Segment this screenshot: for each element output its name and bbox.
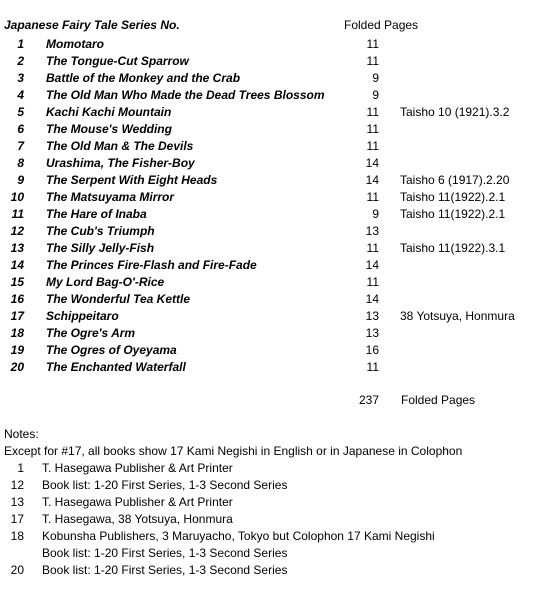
book-pages: 16 bbox=[365, 343, 379, 357]
book-row bbox=[0, 325, 534, 342]
book-date: Taisho 10 (1921).3.2 bbox=[400, 105, 510, 119]
book-number: 10 bbox=[10, 190, 24, 204]
book-number: 17 bbox=[10, 309, 24, 323]
book-row bbox=[0, 274, 534, 291]
book-pages: 14 bbox=[365, 173, 379, 187]
book-pages: 11 bbox=[366, 360, 379, 374]
book-row bbox=[0, 240, 534, 257]
book-number: 12 bbox=[10, 224, 24, 238]
folded-pages-header: Folded Pages bbox=[344, 18, 419, 32]
book-row bbox=[0, 70, 534, 87]
book-title: My Lord Bag-O'-Rice bbox=[46, 275, 165, 289]
book-date: Taisho 11(1922).3.1 bbox=[400, 241, 506, 255]
note-text: T. Hasegawa Publisher & Art Printer bbox=[42, 495, 233, 509]
book-pages: 11 bbox=[366, 122, 379, 136]
note-number: 18 bbox=[10, 529, 24, 543]
book-number: 9 bbox=[17, 173, 24, 187]
book-date: Taisho 6 (1917).2.20 bbox=[400, 173, 510, 187]
book-pages: 13 bbox=[365, 309, 379, 323]
book-pages: 11 bbox=[366, 275, 379, 289]
note-row bbox=[0, 511, 534, 528]
book-title: The Mouse's Wedding bbox=[46, 122, 172, 136]
book-number: 2 bbox=[17, 54, 24, 68]
book-row bbox=[0, 138, 534, 155]
book-number: 6 bbox=[17, 122, 24, 136]
book-row bbox=[0, 206, 534, 223]
book-number: 5 bbox=[17, 105, 24, 119]
note-row bbox=[0, 460, 534, 477]
notes-heading: Notes: bbox=[4, 427, 39, 441]
note-row bbox=[0, 494, 534, 511]
book-title: The Cub's Triumph bbox=[46, 224, 155, 238]
book-row bbox=[0, 172, 534, 189]
book-title: Schippeitaro bbox=[46, 309, 119, 323]
book-table bbox=[0, 36, 534, 376]
series-title-header: Japanese Fairy Tale Series No. bbox=[4, 18, 180, 32]
book-title: The Old Man & The Devils bbox=[46, 139, 194, 153]
book-pages: 9 bbox=[372, 71, 379, 85]
note-row bbox=[0, 545, 534, 562]
note-row bbox=[0, 477, 534, 494]
book-title: Urashima, The Fisher-Boy bbox=[46, 156, 195, 170]
note-row bbox=[0, 528, 534, 545]
book-pages: 13 bbox=[365, 326, 379, 340]
book-number: 4 bbox=[17, 88, 24, 102]
book-row bbox=[0, 87, 534, 104]
book-pages: 11 bbox=[366, 241, 379, 255]
book-number: 1 bbox=[17, 37, 24, 51]
note-number: 1 bbox=[17, 461, 24, 475]
book-row bbox=[0, 308, 534, 325]
book-date: Taisho 11(1922).2.1 bbox=[400, 190, 506, 204]
note-text: Book list: 1-20 First Series, 1-3 Second Series bbox=[42, 563, 288, 577]
book-number: 15 bbox=[10, 275, 24, 289]
book-pages: 14 bbox=[365, 292, 379, 306]
note-text: Kobunsha Publishers, 3 Maruyacho, Tokyo but Colophon 17 Kami Negishi bbox=[42, 529, 435, 543]
book-number: 8 bbox=[17, 156, 24, 170]
book-row bbox=[0, 342, 534, 359]
book-title: The Hare of Inaba bbox=[46, 207, 147, 221]
note-number: 13 bbox=[10, 495, 24, 509]
book-pages: 11 bbox=[366, 54, 379, 68]
book-pages: 9 bbox=[372, 207, 379, 221]
book-row bbox=[0, 53, 534, 70]
book-number: 19 bbox=[10, 343, 24, 357]
book-number: 16 bbox=[10, 292, 24, 306]
book-title: The Old Man Who Made the Dead Trees Blossom bbox=[46, 88, 325, 102]
book-title: The Ogre's Arm bbox=[46, 326, 136, 340]
note-text: Book list: 1-20 First Series, 1-3 Second Series bbox=[42, 546, 288, 560]
book-title: The Serpent With Eight Heads bbox=[46, 173, 218, 187]
note-text: Book list: 1-20 First Series, 1-3 Second Series bbox=[42, 478, 288, 492]
book-number: 14 bbox=[10, 258, 24, 272]
book-number: 18 bbox=[10, 326, 24, 340]
note-number: 20 bbox=[10, 563, 24, 577]
book-pages: 11 bbox=[366, 105, 379, 119]
book-row bbox=[0, 223, 534, 240]
book-title: The Tongue-Cut Sparrow bbox=[46, 54, 189, 68]
book-title: The Silly Jelly-Fish bbox=[46, 241, 155, 255]
book-title: Kachi Kachi Mountain bbox=[46, 105, 172, 119]
note-text: T. Hasegawa, 38 Yotsuya, Honmura bbox=[42, 512, 233, 526]
book-pages: 13 bbox=[365, 224, 379, 238]
book-title: The Enchanted Waterfall bbox=[46, 360, 186, 374]
total-pages-value: 237 bbox=[358, 393, 379, 407]
book-pages: 11 bbox=[366, 37, 379, 51]
book-date: 38 Yotsuya, Honmura bbox=[400, 309, 515, 323]
book-number: 11 bbox=[11, 207, 24, 221]
book-title: The Princes Fire-Flash and Fire-Fade bbox=[46, 258, 257, 272]
book-pages: 14 bbox=[365, 156, 379, 170]
book-row bbox=[0, 104, 534, 121]
book-number: 20 bbox=[10, 360, 24, 374]
note-text: T. Hasegawa Publisher & Art Printer bbox=[42, 461, 233, 475]
book-row bbox=[0, 257, 534, 274]
total-pages-label: Folded Pages bbox=[401, 393, 476, 407]
book-pages: 11 bbox=[366, 190, 379, 204]
book-row bbox=[0, 155, 534, 172]
book-row bbox=[0, 121, 534, 138]
book-row bbox=[0, 36, 534, 53]
book-title: Battle of the Monkey and the Crab bbox=[46, 71, 241, 85]
book-title: The Matsuyama Mirror bbox=[46, 190, 175, 204]
book-row bbox=[0, 189, 534, 206]
book-number: 3 bbox=[17, 71, 24, 85]
book-pages: 11 bbox=[366, 139, 379, 153]
note-number: 12 bbox=[10, 478, 24, 492]
book-number: 13 bbox=[10, 241, 24, 255]
book-title: The Wonderful Tea Kettle bbox=[46, 292, 191, 306]
note-row bbox=[0, 562, 534, 579]
book-row bbox=[0, 291, 534, 308]
book-number: 7 bbox=[17, 139, 24, 153]
book-title: The Ogres of Oyeyama bbox=[46, 343, 177, 357]
book-pages: 9 bbox=[372, 88, 379, 102]
notes-list bbox=[0, 460, 534, 579]
book-row bbox=[0, 359, 534, 376]
note-number: 17 bbox=[10, 512, 24, 526]
book-title: Momotaro bbox=[46, 37, 104, 51]
notes-intro: Except for #17, all books show 17 Kami Negishi in English or in Japanese in Colophon bbox=[4, 444, 463, 458]
book-date: Taisho 11(1922).2.1 bbox=[400, 207, 506, 221]
book-pages: 14 bbox=[365, 258, 379, 272]
